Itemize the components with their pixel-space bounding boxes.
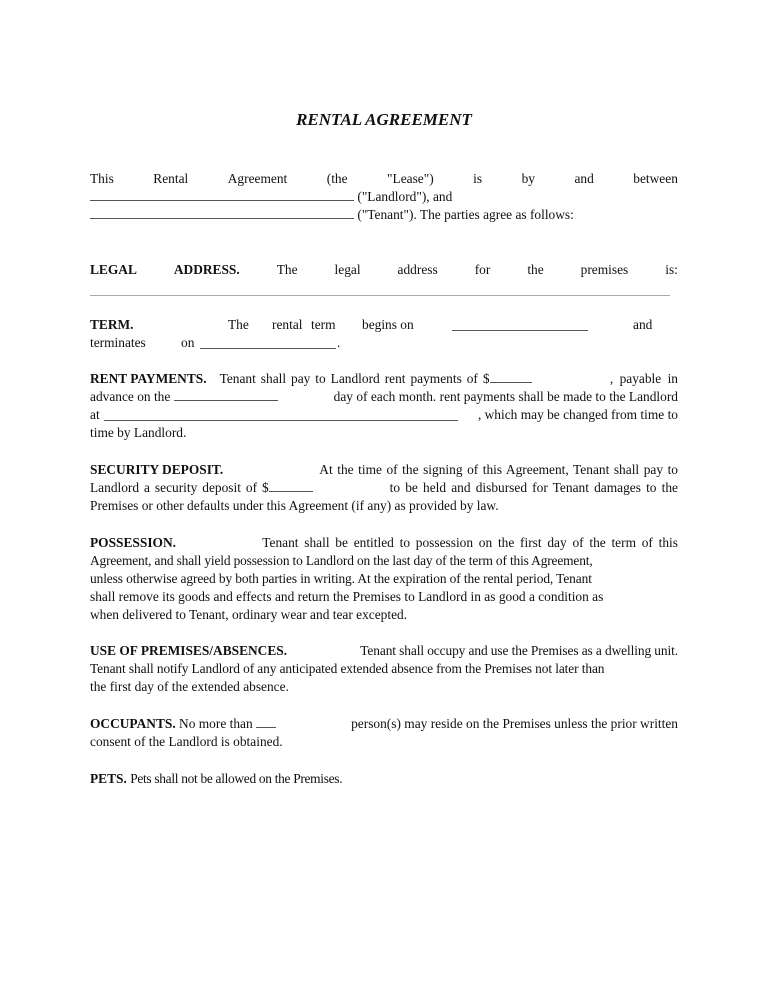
text-word: legal bbox=[334, 262, 361, 277]
text-word: term bbox=[311, 317, 336, 332]
possession-heading: POSSESSION. bbox=[90, 535, 176, 550]
intro-word: by bbox=[521, 171, 535, 186]
occupants-line-1 bbox=[90, 715, 678, 733]
intro-word: Rental bbox=[153, 171, 189, 186]
text-word: rental bbox=[272, 317, 303, 332]
deposit-line-1 bbox=[90, 461, 678, 479]
rent-line-3 bbox=[90, 406, 678, 424]
intro-word: "Lease") bbox=[387, 171, 434, 186]
pets-text: Pets shall not be allowed on the Premises. bbox=[130, 771, 343, 786]
occupants-heading: OCCUPANTS. bbox=[90, 716, 176, 731]
intro-word: Agreement bbox=[227, 171, 288, 186]
text-word: premises bbox=[580, 262, 629, 277]
text-word: address bbox=[397, 262, 438, 277]
text-word: on bbox=[181, 335, 195, 350]
term-start-date-field[interactable] bbox=[452, 318, 588, 331]
use-of-premises-heading: USE OF PREMISES/ABSENCES. bbox=[90, 643, 288, 658]
use-line-3: the first day of the extended absence. bbox=[90, 679, 289, 694]
deposit-line-3: Premises or other defaults under this Agreement (if any) as provided by law. bbox=[90, 498, 499, 513]
rent-line-1 bbox=[90, 370, 678, 388]
document-title: RENTAL AGREEMENT bbox=[296, 110, 472, 129]
intro-word: is bbox=[473, 171, 483, 186]
rent-text: Tenant shall pay to Landlord rent payments of $ bbox=[219, 371, 490, 386]
legal-address-line bbox=[90, 261, 678, 279]
possession-line-2: Agreement, and shall yield possession to Landlord on the last day of the term of this Agreement, bbox=[90, 553, 593, 568]
landlord-name-field[interactable] bbox=[90, 188, 354, 201]
use-text: Tenant shall occupy and use the Premises as a dwelling unit. bbox=[360, 643, 678, 658]
rent-payment-address-field[interactable] bbox=[104, 408, 458, 421]
occupants-text: person(s) may reside on the Premises unless the prior written bbox=[351, 716, 678, 731]
deposit-amount-field[interactable] bbox=[269, 479, 313, 492]
term-heading: TERM. bbox=[90, 317, 134, 332]
deposit-line-2 bbox=[90, 479, 678, 497]
use-line-2: Tenant shall notify Landlord of any anticipated extended absence from the Premises not later than bbox=[90, 661, 605, 676]
text-word: begins on bbox=[362, 317, 414, 332]
term-line-2 bbox=[90, 334, 678, 352]
rent-text: , which may be changed from time to bbox=[477, 407, 678, 422]
legal-address-field[interactable] bbox=[90, 295, 670, 296]
possession-line-3: unless otherwise agreed by both parties in writing. At the expiration of the rental period, Tenant bbox=[90, 571, 592, 586]
pets-line bbox=[90, 770, 678, 788]
intro-word: and bbox=[574, 171, 594, 186]
deposit-text: to be held and disbursed for Tenant damages to the bbox=[389, 480, 678, 495]
intro-word: (the bbox=[326, 171, 348, 186]
occupants-count-field[interactable] bbox=[256, 715, 276, 728]
possession-line-5: when delivered to Tenant, ordinary wear and tear excepted. bbox=[90, 607, 408, 622]
landlord-label: ("Landlord"), and bbox=[357, 189, 453, 204]
pets-heading: PETS. bbox=[90, 771, 127, 786]
intro-line-2 bbox=[90, 188, 678, 206]
rent-due-day-field[interactable] bbox=[174, 388, 278, 401]
intro-word: between bbox=[633, 171, 678, 186]
intro-line-3 bbox=[90, 206, 678, 224]
rent-amount-field[interactable] bbox=[490, 370, 532, 383]
tenant-label: ("Tenant"). The parties agree as follows: bbox=[357, 207, 574, 222]
rent-line-4: time by Landlord. bbox=[90, 425, 187, 440]
security-deposit-heading: SECURITY DEPOSIT. bbox=[90, 462, 224, 477]
text-word: the bbox=[527, 262, 544, 277]
text-word: The bbox=[276, 262, 298, 277]
legal-address-heading: LEGAL bbox=[90, 262, 137, 277]
tenant-name-field[interactable] bbox=[90, 206, 354, 219]
rent-text: day of each month. rent payments shall be made to the Landlord bbox=[333, 389, 678, 404]
text-word: for bbox=[474, 262, 491, 277]
possession-line-1 bbox=[90, 534, 678, 552]
term-line-1 bbox=[90, 316, 678, 334]
rent-text: , payable in bbox=[609, 371, 678, 386]
text-word: terminates bbox=[90, 335, 146, 350]
use-line-1 bbox=[90, 642, 678, 660]
rent-line-2 bbox=[90, 388, 678, 406]
rent-payments-heading: RENT PAYMENTS. bbox=[90, 371, 207, 386]
rent-text: at bbox=[90, 407, 100, 422]
text-word: is: bbox=[665, 262, 678, 277]
occupants-text: No more than bbox=[179, 716, 253, 731]
intro-word: This bbox=[90, 171, 114, 186]
possession-line-4: shall remove its goods and effects and return the Premises to Landlord in as good a condition as bbox=[90, 589, 604, 604]
text-word: . bbox=[337, 335, 341, 350]
possession-text: Tenant shall be entitled to possession on the first day of the term of this bbox=[262, 535, 678, 550]
term-end-date-field[interactable] bbox=[200, 336, 336, 349]
intro-line-1 bbox=[90, 170, 678, 188]
text-word: The bbox=[228, 317, 249, 332]
text-word: and bbox=[633, 317, 653, 332]
occupants-line-2: consent of the Landlord is obtained. bbox=[90, 734, 283, 749]
deposit-text: Landlord a security deposit of $ bbox=[90, 480, 269, 495]
legal-address-heading: ADDRESS. bbox=[173, 262, 240, 277]
rent-text: advance on the bbox=[90, 389, 171, 404]
deposit-text: At the time of the signing of this Agreement, Tenant shall pay to bbox=[319, 462, 678, 477]
